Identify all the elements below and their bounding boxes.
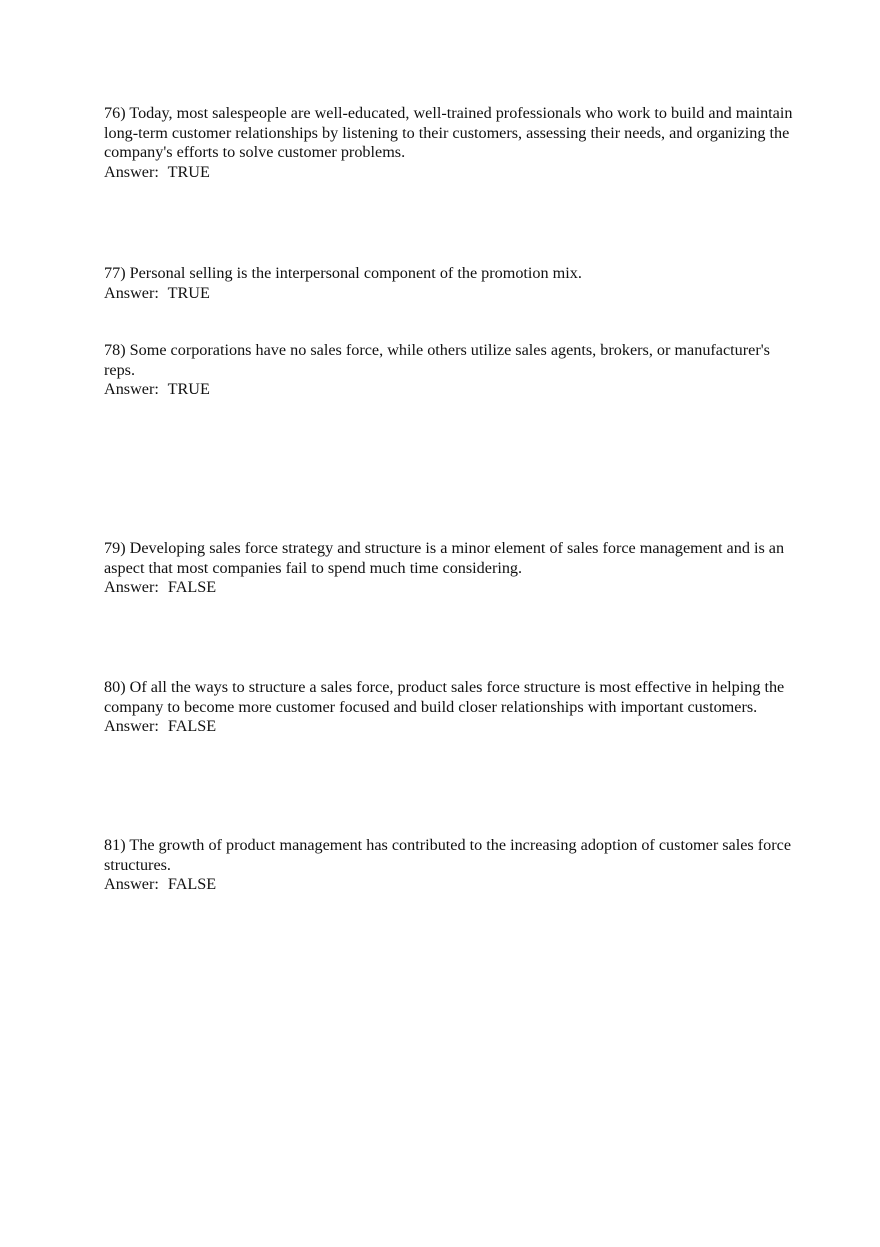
answer-label: Answer:	[104, 380, 159, 399]
question-76	[104, 104, 794, 182]
answer-label: Answer:	[104, 283, 159, 302]
answer-line	[104, 380, 794, 400]
answer-value: FALSE	[167, 875, 217, 894]
answer-label: Answer:	[104, 578, 159, 597]
question-77	[104, 264, 794, 303]
question-text: 76) Today, most salespeople are well-educated, well-trained professionals who work to build and maintain long-term customer relationships by listening to their customers, assessing their needs, and organizing the company's efforts to solve customer problems.	[104, 104, 793, 162]
question-80	[104, 678, 794, 737]
answer-label: Answer:	[104, 162, 159, 181]
question-81	[104, 836, 794, 895]
answer-value: TRUE	[167, 283, 210, 302]
question-text: 81) The growth of product management has contributed to the increasing adoption of customer sales force structures.	[104, 836, 792, 874]
question-text: 79) Developing sales force strategy and structure is a minor element of sales force management and is an aspect that most companies fail to spend much time considering.	[104, 539, 785, 577]
answer-line	[104, 875, 794, 895]
answer-value: FALSE	[167, 717, 217, 736]
answer-label: Answer:	[104, 717, 159, 736]
question-78	[104, 341, 794, 400]
question-79	[104, 539, 794, 598]
answer-value: TRUE	[167, 162, 210, 181]
question-text: 80) Of all the ways to structure a sales force, product sales force structure is most effective in helping the company to become more customer focused and build closer relationships with important customers.	[104, 678, 785, 716]
question-text: 77) Personal selling is the interpersonal component of the promotion mix.	[104, 264, 582, 282]
question-text: 78) Some corporations have no sales force, while others utilize sales agents, brokers, or manufacturer's reps.	[104, 341, 770, 379]
answer-value: FALSE	[167, 578, 217, 597]
answer-label: Answer:	[104, 875, 159, 894]
answer-line	[104, 717, 794, 737]
answer-value: TRUE	[167, 380, 210, 399]
answer-line	[104, 578, 794, 598]
answer-line	[104, 163, 794, 183]
answer-line	[104, 284, 794, 304]
